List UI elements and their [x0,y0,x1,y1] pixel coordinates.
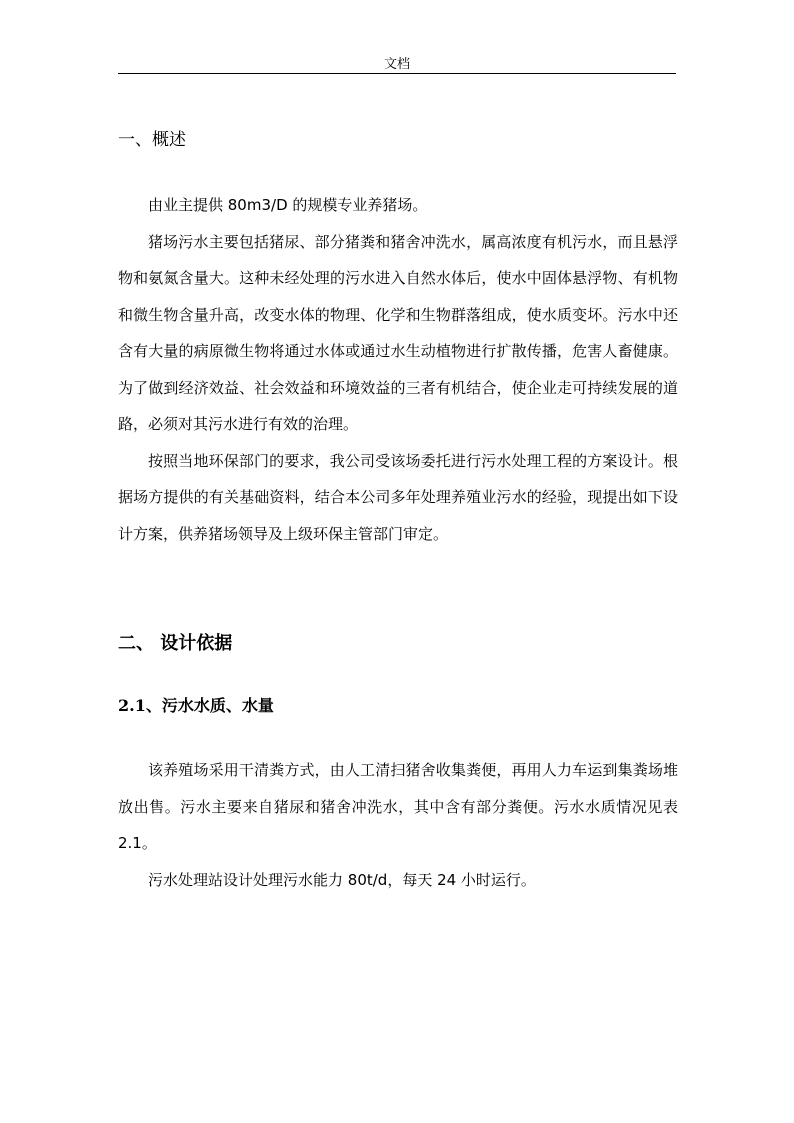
section-1-body [118,187,678,552]
subsection-2-1-heading: 2.1、污水水质、水量 [118,696,274,715]
header-divider [118,73,676,74]
paragraph: 污水处理站设计处理污水能力 80t/d，每天 24 小时运行。 [148,870,536,889]
section-2-heading: 二、 设计依据 [118,633,233,654]
paragraph: 该养殖场采用干清粪方式，由人工清扫猪舍收集粪便，再用人力车运到集粪场堆放出售。污水主要来自猪尿和猪舍冲洗水，其中含有部分粪便。污水水质情况见表 2.1。 [118,761,678,852]
paragraph: 由业主提供 80m3/D 的规模专业养猪场。 [148,196,428,214]
subsection-2-1-body [118,752,678,898]
paragraph: 猪场污水主要包括猪尿、部分猪粪和猪舍冲洗水，属高浓度有机污水，而且悬浮物和氨氮含量大。这种未经处理的污水进入自然水体后，使水中固体悬浮物、有机物和微生物含量升高，改变水体的物理、化学和生物群落组成，使水质变坏。污水中还含有大量的病原微生物将通过水体或通过水生动植物进行扩散传播，危害人畜健康。为了做到经济效益、社会效益和环境效益的三者有机结合，使企业走可持续发展的道路，必须对其污水进行有效的治理。 [118,232,678,433]
paragraph: 按照当地环保部门的要求，我公司受该场委托进行污水处理工程的方案设计。根据场方提供的有关基础资料，结合本公司多年处理养殖业污水的经验，现提出如下设计方案，供养猪场领导及上级环保主管部门审定。 [118,451,678,543]
section-1-heading: 一、概述 [118,130,186,150]
page-header-title: 文档 [383,57,410,72]
